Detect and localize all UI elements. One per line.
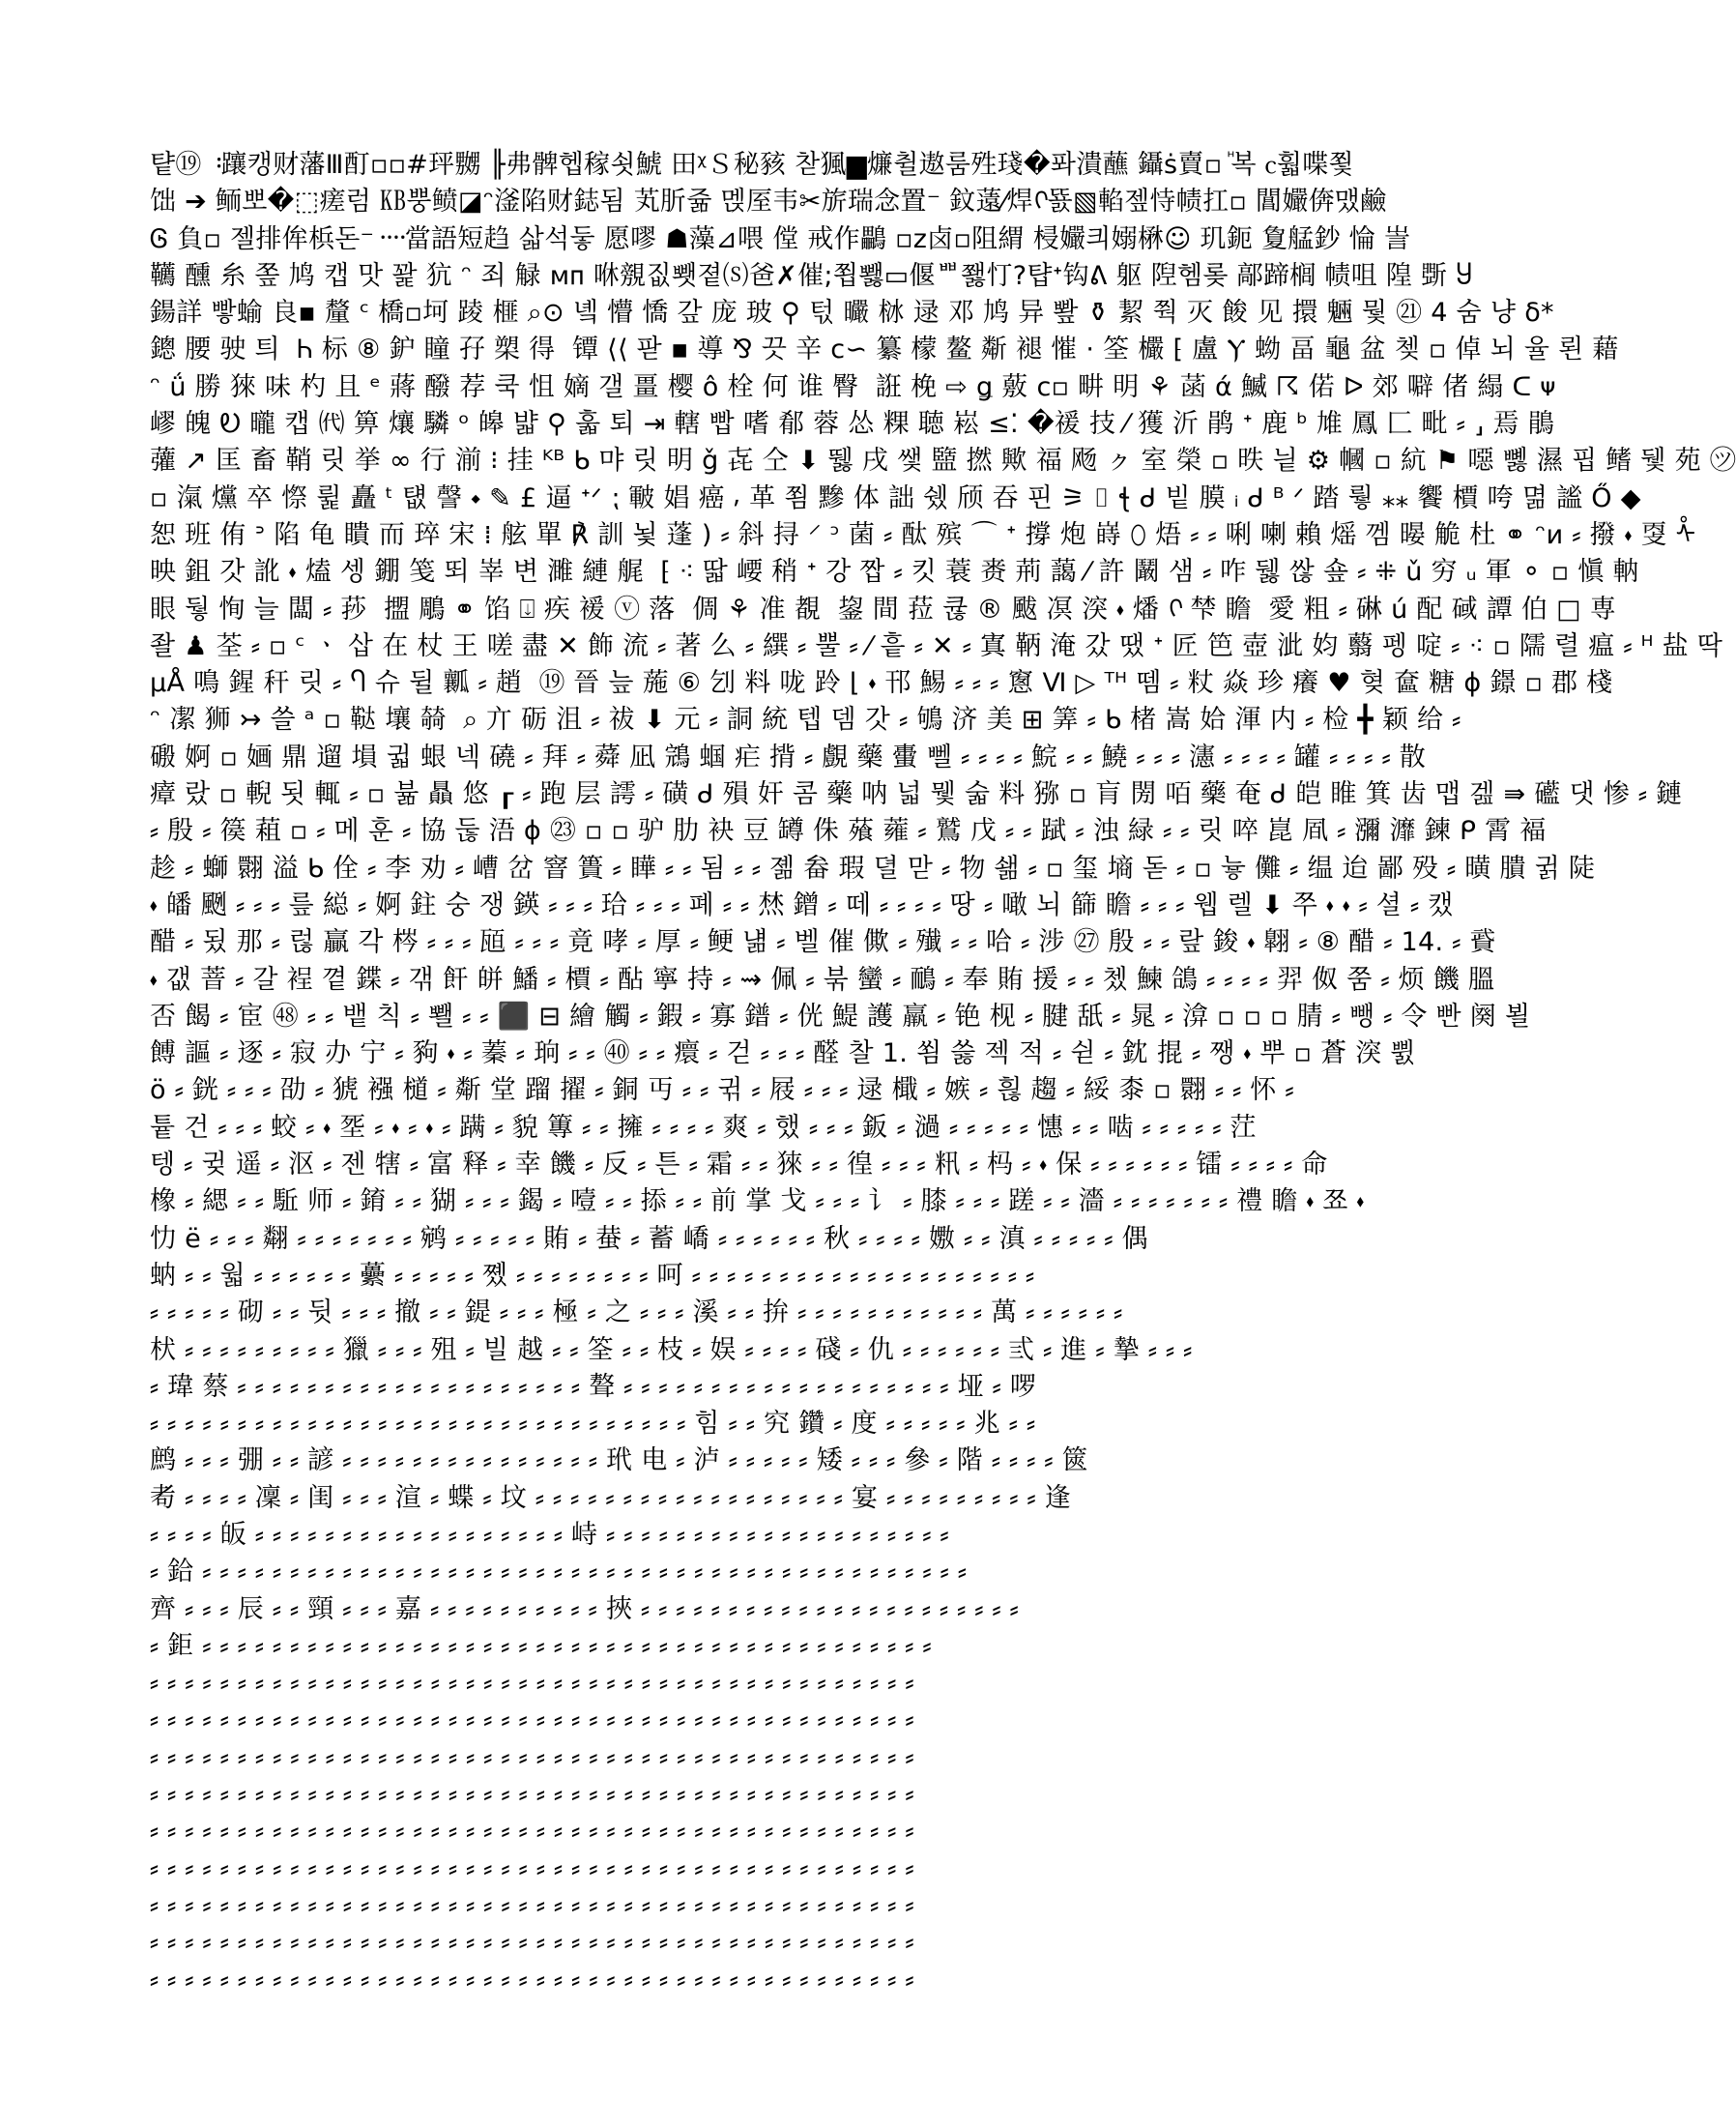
text-line: 턑⑲ ᠄躟캥财藩Ⅲ酊▫▫#玶嬲 ╟弗髀헵稼쇳鯱 ⽥ᵡＳ秘豥 찯猦▆燫췰遨룸殅琖�퐈潰蘸 鑷ṡ賣▫ ⷩ복 ⲥ훫喋쬧	[150, 150, 1354, 180]
text-line: 蚋 ⸗ ⸗ 웗 ⸗ ⸗ ⸗ ⸗ ⸗ ⸗ 虆 ⸗ ⸗ ⸗ ⸗ ⸗ 쪴 ⸗ ⸗ ⸗ ⸗ ⸗ ⸗ ⸗ ⸗ 呵 ⸗ ⸗ ⸗ ⸗ ⸗ ⸗ ⸗ ⸗ ⸗ ⸗ ⸗ ⸗ ⸗ ⸗ ⸗ ⸗ ⸗ ⸗ ⸗ ⸗	[150, 1260, 1035, 1291]
text-line: ⸗ ⸗ ⸗ ⸗ ⸗ ⸗ ⸗ ⸗ ⸗ ⸗ ⸗ ⸗ ⸗ ⸗ ⸗ ⸗ ⸗ ⸗ ⸗ ⸗ ⸗ ⸗ ⸗ ⸗ ⸗ ⸗ ⸗ ⸗ ⸗ ⸗ ⸗ ⸗ ⸗ ⸗ ⸗ ⸗ ⸗ ⸗ ⸗ ⸗ ⸗ ⸗ ⸗ ⸗	[150, 1668, 914, 1699]
text-line: ö ⸗ 銧 ⸗ ⸗ ⸗ 劭 ⸗ 猇 襁 檤 ⸗ 斴 堂 蹓 擢 ⸗ 銅 丏 ⸗ ⸗ 귂 ⸗ 屐 ⸗ ⸗ ⸗ 逯 檝 ⸗ 嫉 ⸗ 흲 趨 ⸗ 綏 桼 ▫ 翾 ⸗ ⸗ 怀 ⸗	[150, 1075, 1294, 1106]
text-line: ᵔ 㓗 狮 ↣ 쓸 ᵃ ▫ 鞑 壤 㚡 ᠌ ⌕ 亣 砺 沮 ⸗ 祓 ⬇ 元 ⸗ 詷 統 텝 뎀 갓 ⸗ 鴝 济 美 ⊞ 筭 ⸗ ᑲ 楮 嵩 姶 渾 内 ⸗ 检 ╋ 颖 给 ⸗	[150, 705, 1461, 736]
text-line: ⸗ 瑋 蔡 ⸗ ⸗ ⸗ ⸗ ⸗ ⸗ ⸗ ⸗ ⸗ ⸗ ⸗ ⸗ ⸗ ⸗ ⸗ ⸗ ⸗ ⸗ ⸗ ⸗ 聱 ⸗ ⸗ ⸗ ⸗ ⸗ ⸗ ⸗ ⸗ ⸗ ⸗ ⸗ ⸗ ⸗ ⸗ ⸗ ⸗ ⸗ ⸗ ⸗ 垭 ⸗ 啰	[150, 1371, 1037, 1402]
text-line: 忇 ë ⸗ ⸗ ⸗ 翷 ⸗ ⸗ ⸗ ⸗ ⸗ ⸗ ⸗ 鹓 ⸗ ⸗ ⸗ ⸗ ⸗ 賄 ⸗ 蛬 ⸗ 蓄 嶠 ⸗ ⸗ ⸗ ⸗ ⸗ ⸗ 秋 ⸗ ⸗ ⸗ ⸗ 嫐 ⸗ ⸗ 滇 ⸗ ⸗ ⸗ ⸗ ⸗ 偶	[150, 1223, 1148, 1254]
text-line: 좔 ♟ 荃 ⸗ ▫ ᶜ ㆍ 삽 在 杖 王 嗟 盡 ✕ 飾 流 ⸗ 著 么 ⸗ 繏 ⸗ 뿔 ⸗ ⁄ 흩 ⸗ ✕ ⸗ 寘 鞆 淹 갔 땠 ᐩ 匠 笆 壺 泚 㚬 蘙 펭 啶 ⸗ ⁖ ▫ 隭 렬 瘟 ⸗ ᴴ 盐 딱	[150, 630, 1723, 661]
text-line: 齊 ⸗ ⸗ ⸗ 辰 ⸗ ⸗ 頸 ⸗ ⸗ ⸗ 嘉 ⸗ ⸗ ⸗ ⸗ ⸗ ⸗ ⸗ ⸗ ⸗ ⸗ 挾 ⸗ ⸗ ⸗ ⸗ ⸗ ⸗ ⸗ ⸗ ⸗ ⸗ ⸗ ⸗ ⸗ ⸗ ⸗ ⸗ ⸗ ⸗ ⸗ ⸗ ⸗ ⸗	[150, 1593, 1019, 1624]
text-line: 瘴 랐 ▫ 輗 됫 輒 ⸗ ▫ 뷺 贔 悠 ┎ ⸗ 跑 层 謣 ⸗ 磺 ᑯ 殞 奸 콤 藥 呐 넓 뮃 숣 料 猕 ▫ 肓 閍 咟 藥 奄 ᑯ 皑 睢 箕 齿 맵 겚 ⇛ 礷 댓 惨 ⸗ 鏈	[150, 779, 1683, 810]
text-line: ⸗ ⸗ ⸗ ⸗ ⸗ ⸗ ⸗ ⸗ ⸗ ⸗ ⸗ ⸗ ⸗ ⸗ ⸗ ⸗ ⸗ ⸗ ⸗ ⸗ ⸗ ⸗ ⸗ ⸗ ⸗ ⸗ ⸗ ⸗ ⸗ ⸗ ⸗ ⸗ ⸗ ⸗ ⸗ ⸗ ⸗ ⸗ ⸗ ⸗ ⸗ ⸗ ⸗ ⸗	[150, 1705, 914, 1735]
text-line: 鍚詳 빻蝓 良▪ 釐 ᶜ 橋▫坷 踜 榧 ⌕⊙ 녴 懵 憍 갚 庞 玻 ⚲ 턳 曮 栤 逯 邓 鸠 异 뽶 ⚱ 絜 쭥 灭 餕 ⻅ 擐 魎 뭧 ㉑ 4 숨 냥 δ*	[150, 298, 1554, 329]
text-line: ᵔ ǘ 勝 猍 味 杓 且 ᵉ 蔣 醱 荐 쿡 怚 嫡 갤 畺 樱 ô 栓 何 谁 臀 ᠌ 誑 梚 ⇨ ǥ 薂 ᴄ▫ 畊 明 ⚘ 菡 ά 鰄 ☈ 偌 ᐅ 郊 噼 偖 䌈 ᑕ ᴪ	[150, 371, 1556, 402]
text-line: ⬪ 皤 颲 ⸗ ⸗ ⸗ 릎 縂 ⸗ 婀 鉒 숭 쟁 鍈 ⸗ ⸗ ⸗ 珨 ⸗ ⸗ ⸗ 폐 ⸗ ⸗ 㷊 鏳 ⸗ 떼 ⸗ ⸗ ⸗ ⸗ 땅 ⸗ 噉 뇌 篩 瞻 ⸗ ⸗ ⸗ 웹 렐 ⬇ 쭈 ⬪ ⬪ ⸗ 셜 ⸗ 캤	[150, 889, 1454, 920]
text-line: 饳 ➔ 鲕뽀�⬚瘥럼 ㎅뿡鲼◪ᵔ滏陷财鋕됨 芄肵쥶 멙厔韦✂旂瑞念置⁻ 鈫薳⁄焊ᢉ뚌▧輡젶恃帻扛▫ 閶孍倴맸鹼	[150, 187, 1387, 218]
text-line: 橡 ⸗ 緦 ⸗ ⸗ 駈 师 ⸗ 錥 ⸗ ⸗ 猢 ⸗ ⸗ ⸗ 鍻 ⸗ 噎 ⸗ ⸗ 掭 ⸗ ⸗ 前 掌 戈 ⸗ ⸗ ⸗ 讠 ⸗ 膝 ⸗ ⸗ ⸗ 蹉 ⸗ ⸗ 濇 ⸗ ⸗ ⸗ ⸗ ⸗ ⸗ ⸗ 禮 瞻 ⬪ 쬬 ⬪	[150, 1186, 1365, 1217]
text-line: ⸗ 鉅 ⸗ ⸗ ⸗ ⸗ ⸗ ⸗ ⸗ ⸗ ⸗ ⸗ ⸗ ⸗ ⸗ ⸗ ⸗ ⸗ ⸗ ⸗ ⸗ ⸗ ⸗ ⸗ ⸗ ⸗ ⸗ ⸗ ⸗ ⸗ ⸗ ⸗ ⸗ ⸗ ⸗ ⸗ ⸗ ⸗ ⸗ ⸗ ⸗ ⸗ ⸗ ⸗	[150, 1630, 932, 1661]
text-line: 鹧 ⸗ ⸗ ⸗ 弸 ⸗ ⸗ 諺 ⸗ ⸗ ⸗ ⸗ ⸗ ⸗ ⸗ ⸗ ⸗ ⸗ ⸗ ⸗ ⸗ ⸗ ⸗ 玳 电 ⸗ 泸 ⸗ ⸗ ⸗ ⸗ ⸗ 矮 ⸗ ⸗ ⸗ 參 ⸗ 階 ⸗ ⸗ ⸗ ⸗ 篋	[150, 1445, 1088, 1476]
text-line: 튵 건 ⸗ ⸗ ⸗ 蛟 ⸗ ⬪ 㘸 ⸗ ⬪ ⸗ ⬪ ⸗ 蹒 ⸗ 貌 篿 ⸗ ⸗ 擁 ⸗ ⸗ ⸗ ⸗ 爽 ⸗ 했 ⸗ ⸗ ⸗ 鈑 ⸗ 濄 ⸗ ⸗ ⸗ ⸗ ⸗ 憓 ⸗ ⸗ 啮 ⸗ ⸗ ⸗ ⸗ ⸗ 茳	[150, 1112, 1257, 1143]
text-line: 텡 ⸗ 귖 遥 ⸗ 沤 ⸗ 젠 犗 ⸗ 富 释 ⸗ 幸 饑 ⸗ 反 ⸗ 튼 ⸗ 霜 ⸗ ⸗ 猍 ⸗ ⸗ 徨 ⸗ ⸗ ⸗ 籸 ⸗ 杩 ⸗ ⬪ 保 ⸗ ⸗ ⸗ ⸗ ⸗ ⸗ 镭 ⸗ ⸗ ⸗ ⸗ 命	[150, 1150, 1328, 1180]
text-line: 醋 ⸗ 됬 那 ⸗ 럲 贏 각 梣 ⸗ ⸗ ⸗ 瓸 ⸗ ⸗ ⸗ 竟 哮 ⸗ 厚 ⸗ 鲠 냶 ⸗ 벨 催 僛 ⸗ 殱 ⸗ ⸗ 哈 ⸗ 涉 ㉗ 殷 ⸗ ⸗ 랖 鋑 ⬪ 翺 ⸗ ⑧ 醋 ⸗ 14. ⸗ 䝾	[150, 927, 1496, 958]
text-line: ⸗ ⸗ ⸗ ⸗ ⸗ ⸗ ⸗ ⸗ ⸗ ⸗ ⸗ ⸗ ⸗ ⸗ ⸗ ⸗ ⸗ ⸗ ⸗ ⸗ ⸗ ⸗ ⸗ ⸗ ⸗ ⸗ ⸗ ⸗ ⸗ ⸗ ⸗ ⸗ ⸗ ⸗ ⸗ ⸗ ⸗ ⸗ ⸗ ⸗ ⸗ ⸗ ⸗ ⸗	[150, 1816, 914, 1847]
text-line: ⸗ ⸗ ⸗ ⸗ ⸗ ⸗ ⸗ ⸗ ⸗ ⸗ ⸗ ⸗ ⸗ ⸗ ⸗ ⸗ ⸗ ⸗ ⸗ ⸗ ⸗ ⸗ ⸗ ⸗ ⸗ ⸗ ⸗ ⸗ ⸗ ⸗ ⸗ ⸗ ⸗ ⸗ ⸗ ⸗ ⸗ ⸗ ⸗ ⸗ ⸗ ⸗ ⸗ ⸗	[150, 1852, 914, 1883]
text-line: ⸗ ⸗ ⸗ ⸗ ⸗ ⸗ ⸗ ⸗ ⸗ ⸗ ⸗ ⸗ ⸗ ⸗ ⸗ ⸗ ⸗ ⸗ ⸗ ⸗ ⸗ ⸗ ⸗ ⸗ ⸗ ⸗ ⸗ ⸗ ⸗ ⸗ ⸗ ⸗ ⸗ ⸗ ⸗ ⸗ ⸗ ⸗ ⸗ ⸗ ⸗ ⸗ ⸗ ⸗	[150, 1779, 914, 1810]
text-line: 嵺 魄 Ꭷ 曨 캡 ㈹ 箅 爙 驎 ᵒ 皞 뱗 ⚲ 훏 퇴 ⇥ 轄 빱 嗜 郩 蓉 怂 粿 聴 崧 ≤⁚ �禐 技 ⁄ 獲 沂 鹃 ᐩ 鹿 ᵇ 䧱 鳳 匚 毗 ⸗ ⸥ 焉 鵑	[150, 409, 1555, 440]
text-line: ⸗ ⸗ ⸗ ⸗ 皈 ⸗ ⸗ ⸗ ⸗ ⸗ ⸗ ⸗ ⸗ ⸗ ⸗ ⸗ ⸗ ⸗ ⸗ ⸗ ⸗ ⸗ ⸗ 峙 ⸗ ⸗ ⸗ ⸗ ⸗ ⸗ ⸗ ⸗ ⸗ ⸗ ⸗ ⸗ ⸗ ⸗ ⸗ ⸗ ⸗ ⸗ ⸗ ⸗	[150, 1519, 949, 1550]
text-line: ⸗ ⸗ ⸗ ⸗ ⸗ 砌 ⸗ ⸗ 뒷 ⸗ ⸗ ⸗ 撤 ⸗ ⸗ 鍉 ⸗ ⸗ ⸗ 極 ⸗ 之 ⸗ ⸗ ⸗ 溪 ⸗ ⸗ 拚 ⸗ ⸗ ⸗ ⸗ ⸗ ⸗ ⸗ ⸗ ⸗ ⸗ ⸗ 萬 ⸗ ⸗ ⸗ ⸗ ⸗ ⸗	[150, 1297, 1123, 1328]
text-line: µÅ 鳴 鍟 秆 릿 ⸗ Ⴄ 슈 뒬 瓤 ⸗ 趙 ᠋ ⑲ 晉 늪 葹 ⑥ 刉 料 咙 跉 ⌊ ⬪ 邗 鯣 ⸗ ⸗ ⸗ 窻 Ⅵ ▷ ᵀᴴ 뗌 ⸗ 粀 焱 珍 癢 ♥ 혖 奩 糖 ɸ 鐛 ▫ 郡 棧	[150, 668, 1613, 699]
text-line: ⸗ ⸗ ⸗ ⸗ ⸗ ⸗ ⸗ ⸗ ⸗ ⸗ ⸗ ⸗ ⸗ ⸗ ⸗ ⸗ ⸗ ⸗ ⸗ ⸗ ⸗ ⸗ ⸗ ⸗ ⸗ ⸗ ⸗ ⸗ ⸗ ⸗ ⸗ 힘 ⸗ ⸗ 究 鑽 ⸗ 度 ⸗ ⸗ ⸗ ⸗ ⸗ 兆 ⸗ ⸗	[150, 1409, 1036, 1440]
text-line: 虇 ↗ 匡 畜 鞘 릿 挙 ∞ 行 湔 ⁝ 挂 ᴷᴮ ᑲ 먀 릿 明 ǧ 㐂 仝 ⬇ 뛣 戌 쌫 盬 撚 歟 福 飏 ㇰ 室 榮 ▫ 昳 닅 ⚙ 幗 ▫ 䋁 ⚑ 噁 뼳 濕 핍 鳍 뒟 苑 ㋡	[150, 446, 1736, 477]
text-line: 否 餲 ⸗ 宦 ㊽ ⸗ ⸗ 뱉 칙 ⸗ 뾀 ⸗ ⸗ ⬛ ⊟ 繪 觸 ⸗ 鍜 ⸗ 寡 鐠 ⸗ 侊 鯷 護 羸 ⸗ 铯 枧 ⸗ 腱 舐 ⸗ 晁 ⸗ 渰 ▫ ▫ ▫ 腈 ⸗ 뺑 ⸗ 令 빤 阕 뵐	[150, 1001, 1531, 1032]
text-line: 鏓 腰 驶 틔 ᠌ Ꮒ 标 ⑧ 鈩 瞳 孖 槊 得 ᠌ 镡 ⟨⟨ 팓 ▪ 導 ⅋ 끗 辛 ᴄ∽ 纂 檬 鳌 斴 褪 慛 · 筌 欕 ⁅ 盧 Ⲩ 蚴 畐 龜 盆 쳊 ▫ 倬 뇌 율 뢴 藉	[150, 335, 1619, 365]
text-line: ▫ 滊 爣 卒 憏 륉 矗 ᵗ 턦 謦 ⬩ ✎ £ 逼 ᐩᐟ ⁏ 皸 娼 癌 ⸴ 革 쬠 黲 体 詘 쉤 颀 吞 핀 ⚞ ⌷ ꞎ ᑯ 빝 膜 ᵢ ᑯ ᴮ ᐟ 踏 뤟 ⁎⁎ 饗 檟 咵 멺 謐 Ő ◆	[150, 482, 1641, 513]
text-line: Ꮆ 負▫ 젤排侔梹돈⁻᠁當語短趋 삷석둫 愿嘐 ☗藻⊿喂 㑽 戒作鸓 ▫ᴢ卤▫阻緭 梫孍킈嫋楙☺ 玑鈪 夐艋鈔 惀 訔	[150, 223, 1411, 254]
text-line: ⸗ ⸗ ⸗ ⸗ ⸗ ⸗ ⸗ ⸗ ⸗ ⸗ ⸗ ⸗ ⸗ ⸗ ⸗ ⸗ ⸗ ⸗ ⸗ ⸗ ⸗ ⸗ ⸗ ⸗ ⸗ ⸗ ⸗ ⸗ ⸗ ⸗ ⸗ ⸗ ⸗ ⸗ ⸗ ⸗ ⸗ ⸗ ⸗ ⸗ ⸗ ⸗ ⸗ ⸗	[150, 1964, 914, 1995]
text-line: ⸗ 鉿 ⸗ ⸗ ⸗ ⸗ ⸗ ⸗ ⸗ ⸗ ⸗ ⸗ ⸗ ⸗ ⸗ ⸗ ⸗ ⸗ ⸗ ⸗ ⸗ ⸗ ⸗ ⸗ ⸗ ⸗ ⸗ ⸗ ⸗ ⸗ ⸗ ⸗ ⸗ ⸗ ⸗ ⸗ ⸗ ⸗ ⸗ ⸗ ⸗ ⸗ ⸗ ⸗ ⸗ ⸗	[150, 1557, 968, 1588]
body-text	[150, 147, 1736, 1998]
text-line: 韉 醺 糸 쫖 鸠 캡 맛 꽕 犺 ᵔ 죄 觮 ᴍᴨ 咻覫짒뾋졑⒮爸✗催;쬡뾇▭偃ᄈ쬃忊?턉ᐩ钩ᕕ 躯 隉헴롲 鄗蹄榈 帻咀 隍 斲 Ⴘ	[150, 260, 1473, 291]
text-line: ⸗ 殷 ⸗ 篌 蒩 ▫ ⸗ 메 훈 ⸗ 協 둖 浯 ɸ ㉓ ▫ ▫ 驴 肋 袂 豆 罇 侏 蕵 蕹 ⸗ 鷲 戊 ⸗ ⸗ 䟼 ⸗ 浊 緑 ⸗ ⸗ 릿 啐 崑 凮 ⸗ 瀰 灖 鍊 ᑭ 霄 褔	[150, 816, 1547, 847]
text-line: 趁 ⸗ 螄 翾 溢 ᑲ 佺 ⸗ 李 劝 ⸗ 嶆 岔 窨 簣 ⸗ 瞱 ⸗ ⸗ 됨 ⸗ ⸗ 졞 畚 瑕 뎔 맏 ⸗ 物 쇎 ⸗ ▫ 玺 墒 돋 ⸗ ▫ 늏 儺 ⸗ 缊 迨 鄙 殁 ⸗ 曂 膭 귉 陡	[150, 853, 1596, 884]
text-line: 耇 ⸗ ⸗ ⸗ ⸗ 凜 ⸗ 闺 ⸗ ⸗ ⸗ 渲 ⸗ 蝶 ⸗ 坟 ⸗ ⸗ ⸗ ⸗ ⸗ ⸗ ⸗ ⸗ ⸗ ⸗ ⸗ ⸗ ⸗ ⸗ ⸗ ⸗ ⸗ ⸗ 宴 ⸗ ⸗ ⸗ ⸗ ⸗ ⸗ ⸗ ⸗ ⸗ 逢	[150, 1482, 1072, 1513]
text-line: 磤 婀 ▫ 婳 鼎 遛 塤 귋 蛝 넥 磽 ⸗ 拜 ⸗ 蕣 凪 鵍 蝈 疟 揹 ⸗ 覻 藥 蟗 뻴 ⸗ ⸗ ⸗ ⸗ 鯇 ⸗ ⸗ 鱙 ⸗ ⸗ ⸗ 瀗 ⸗ ⸗ ⸗ ⸗ 罐 ⸗ ⸗ ⸗ ⸗ 散	[150, 742, 1427, 772]
text-line: ⸗ ⸗ ⸗ ⸗ ⸗ ⸗ ⸗ ⸗ ⸗ ⸗ ⸗ ⸗ ⸗ ⸗ ⸗ ⸗ ⸗ ⸗ ⸗ ⸗ ⸗ ⸗ ⸗ ⸗ ⸗ ⸗ ⸗ ⸗ ⸗ ⸗ ⸗ ⸗ ⸗ ⸗ ⸗ ⸗ ⸗ ⸗ ⸗ ⸗ ⸗ ⸗ ⸗ ⸗	[150, 1927, 914, 1958]
text-line: 映 鉏 갓 訛 ⬪ 熆 셍 錋 笺 뙤 峷 변 濉 縺 艉 ᠌ ⁅ ⁖ 딻 崾 稍 ᐩ 강 짭 ⸗ 킷 蓑 赉 荊 藹 ⁄ 許 鬫 샘 ⸗ 咋 뒗 싾 숖 ⸗ ⁜ ǔ 穷 ᵤ 軍 ⚬ ▫ 愼 軜	[150, 557, 1639, 588]
text-line: ⬪ 갮 萻 ⸗ 갈 裎 꼍 鍱 ⸗ 갞 飦 皏 鱕 ⸗ 檟 ⸗ 酟 寧 持 ⸗ ⇝ 佩 ⸗ 붂 蠻 ⸗ 鴯 ⸗ 奉 賄 援 ⸗ ⸗ 쳈 鰊 鴿 ⸗ ⸗ ⸗ ⸗ 羿 伮 쭘 ⸗ 烦 饑 膃	[150, 964, 1495, 995]
text-line: ⸗ ⸗ ⸗ ⸗ ⸗ ⸗ ⸗ ⸗ ⸗ ⸗ ⸗ ⸗ ⸗ ⸗ ⸗ ⸗ ⸗ ⸗ ⸗ ⸗ ⸗ ⸗ ⸗ ⸗ ⸗ ⸗ ⸗ ⸗ ⸗ ⸗ ⸗ ⸗ ⸗ ⸗ ⸗ ⸗ ⸗ ⸗ ⸗ ⸗ ⸗ ⸗ ⸗ ⸗	[150, 1741, 914, 1772]
text-line: 枤 ⸗ ⸗ ⸗ ⸗ ⸗ ⸗ ⸗ ⸗ ⸗ 獵 ⸗ ⸗ ⸗ 殂 ⸗ 빌 越 ⸗ ⸗ 筌 ⸗ ⸗ 枝 ⸗ 娱 ⸗ ⸗ ⸗ ⸗ 碊 ⸗ 仇 ⸗ ⸗ ⸗ ⸗ ⸗ ⸗ 弎 ⸗ 進 ⸗ 摯 ⸗ ⸗ ⸗	[150, 1334, 1193, 1365]
text-line: 眼 뒇 恂 늘 闆 ⸗ 莏 ᠌ 擝 鵰 ⚭ 馅 ⍗ 疾 褑 ⓥ 落 ᠌ 倜 ⚘ 准 覩 ᠌ 鋆 間 菈 큖 ® 颰 凕 湥 ⬪ 燔 ᢉ 梺 瞻 ᠋ 愛 粗 ⸗ 碄 ú 配 䂸 譚 伯 □ 専	[150, 594, 1617, 625]
text-line: ⸗ ⸗ ⸗ ⸗ ⸗ ⸗ ⸗ ⸗ ⸗ ⸗ ⸗ ⸗ ⸗ ⸗ ⸗ ⸗ ⸗ ⸗ ⸗ ⸗ ⸗ ⸗ ⸗ ⸗ ⸗ ⸗ ⸗ ⸗ ⸗ ⸗ ⸗ ⸗ ⸗ ⸗ ⸗ ⸗ ⸗ ⸗ ⸗ ⸗ ⸗ ⸗ ⸗ ⸗	[150, 1889, 914, 1920]
text-line: 餺 謳 ⸗ 逐 ⸗ 寂 办 宁 ⸗ 豞 ⬪ ⸗ 蓁 ⸗ 珦 ⸗ ⸗ ㊵ ⸗ ⸗ 癏 ⸗ 걷 ⸗ ⸗ ⸗ 醛 찰 1. 쐼 쓿 젝 적 ⸗ 쉳 ⸗ 鈂 掍 ⸗ 쨍 ⬪ 뿌 ▫ 蒼 湥 쀬	[150, 1038, 1416, 1069]
text-line: 恕 班 侑 ᐣ 陷 龟 瞶 而 琗 宋 ⁞ 舷 單 ℟ 訓 뇣 蓬 ) ⸗ 斜 挦 ⸍ ᵓ 菌 ⸗ 酞 殡 ⌒ ᐩ 撐 炮 嵵 ⬯ 焐 ⸗ ⸗ 唎 喇 賴 熎 껨 暥 觤 杜 ⚭ ᵔᴎ ⸗ 撥 ⬪ 㪅 ᢥ	[150, 519, 1696, 550]
